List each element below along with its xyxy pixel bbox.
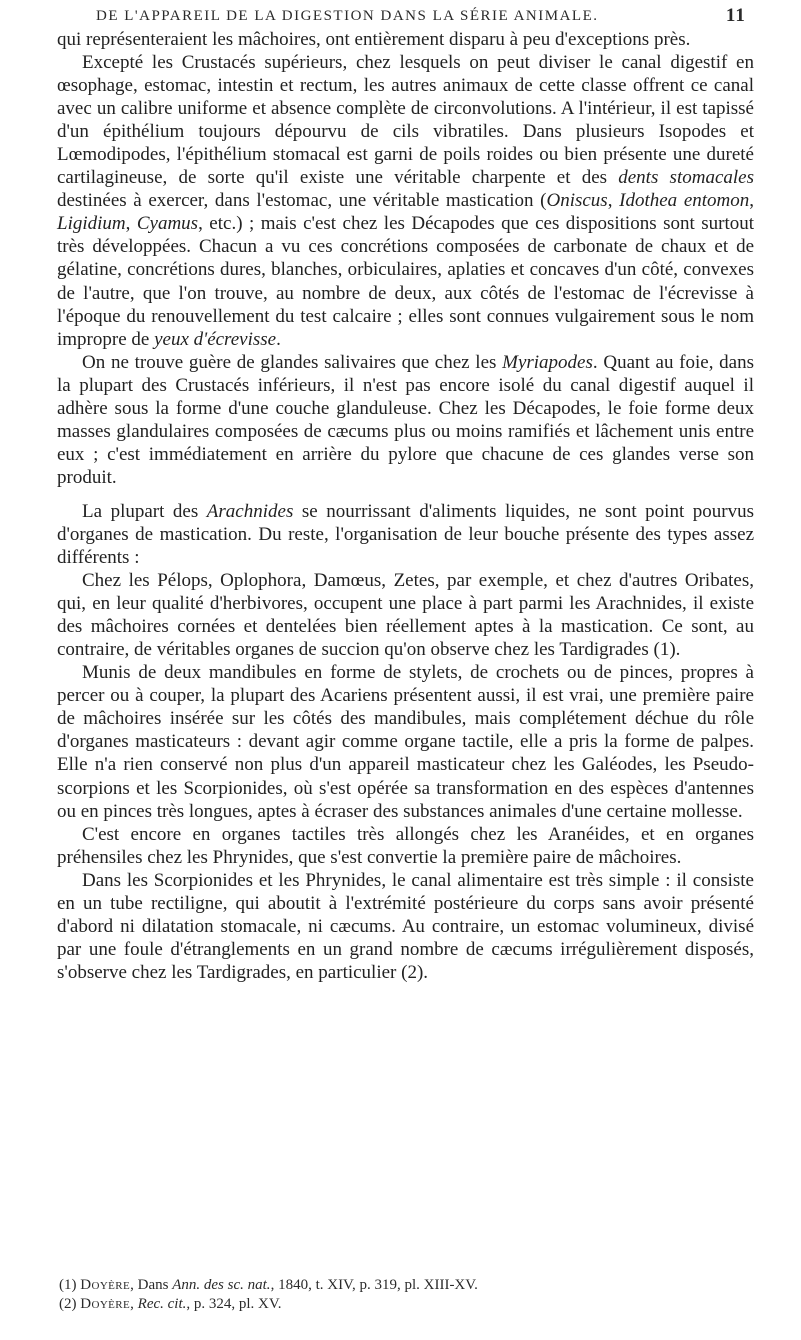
paragraph-arachnids-intro: La plupart des Arachnides se nourrissant d'aliments liquides, ne sont point pourvus d'organes de mastication. Du reste, l'organisation de leur bouche présente des types assez différents : <box>57 500 754 569</box>
paragraph-crustaceans-digestive-canal: Excepté les Crustacés supérieurs, chez lesquels on peut diviser le canal digestif en œsophage, estomac, intestin et rectum, les autres animaux de cette classe offrent ce canal avec un calibre uniforme et absence complète de circonvolutions. A l'intérieur, il est tapissé d'un épithélium toujours dépourvu de cils vibratiles. Dans plusieurs Isopodes et Lœmodipodes, l'épithélium stomacal est garni de poils roides ou bien présente une dureté cartilagineuse, de sorte qu'il existe une véritable charpente et des dents stomacales destinées à exercer, dans l'estomac, une véritable mastication (Oniscus, Idothea entomon, Ligidium, Cyamus, etc.) ; mais c'est chez les Décapodes que ces dispositions sont surtout très développées. Chacun a vu ces concrétions composées de carbonate de chaux et de gélatine, concrétions dures, blanches, orbiculaires, aplaties et concaves d'un côté, convexes de l'autre, que l'on trouve, au nombre de deux, aux côtés de l'estomac de l'écrevisse à l'époque du renouvellement du test calcaire ; elles sont connues vulgairement sous le nom impropre de yeux d'écrevisse. <box>57 52 754 350</box>
paragraph-salivary-glands-liver: On ne trouve guère de glandes salivaires que chez les Myriapodes. Quant au foie, dans la plupart des Crustacés inférieurs, il n'est pas encore isolé du canal digestif auquel il adhère sous la forme d'une couche glanduleuse. Chez les Décapodes, le foie forme deux masses glandulaires composées de cæcums plus ou moins ramifiés et lâchement unis entre eux ; c'est immédiatement en arrière du pylore que chacune de ces glandes verse son produit. <box>57 351 754 488</box>
footnote-1 <box>57 1276 754 1295</box>
paragraph-araneids: C'est encore en organes tactiles très allongés chez les Aranéides, et en organes préhensiles chez les Phrynides, que s'est convertie la première paire de mâchoires. <box>57 823 754 868</box>
paragraph-scorpionids-canal: Dans les Scorpionides et les Phrynides, le canal alimentaire est très simple : il consiste en un tube rectiligne, qui aboutit à l'extrémité postérieure du corps sans avoir présenté d'abord ni dilatation stomacale, ni cæcums. Au contraire, un estomac volumineux, divisé par une foule d'étranglements en un grand nombre de cæcums irrégulièrement disposés, s'observe chez les Tardigrades, en particulier (2). <box>57 869 754 983</box>
paragraph-acarians-mandibles: Munis de deux mandibules en forme de stylets, de crochets ou de pinces, propres à percer ou à couper, la plupart des Acariens présentent aussi, il est vrai, une première paire de mâchoires insérée sur les côtés des mandibules, mais complétement déchue du rôle d'organes masticateurs : devant agir comme organe tactile, elle a pris la forme de palpes. Elle n'a rien conservé non plus d'un appareil masticateur chez les Galéodes, les Pseudo-scorpions et les Scorpionides, où s'est opérée sa transformation en des espèces d'antennes ou en pinces très longues, aptes à écraser des substances animales d'une certaine mollesse. <box>57 662 754 822</box>
body-text <box>57 28 754 984</box>
footnote-author: Doyère <box>80 1277 131 1293</box>
paragraph-continuation: qui représenteraient les mâchoires, ont entièrement disparu à peu d'exceptions près. <box>57 29 691 50</box>
footnote-2 <box>57 1295 754 1314</box>
footnote-marker: (1) <box>59 1277 77 1293</box>
footnotes <box>57 1276 754 1314</box>
page-number: 11 <box>725 5 746 26</box>
running-header <box>88 4 746 30</box>
footnote-reference: , Dans Ann. des sc. nat., 1840, t. XIV, p. 319, pl. XIII-XV. <box>130 1277 478 1293</box>
footnote-author: Doyère <box>80 1296 131 1312</box>
paragraph-oribates: Chez les Pélops, Oplophora, Damœus, Zetes, par exemple, et chez d'autres Oribates, qui, en leur qualité d'herbivores, occupent une place à part parmi les Arachnides, il existe des mâchoires cornées et dentelées bien réellement aptes à la mastication. Ce sont, au contraire, de véritables organes de succion qu'on observe chez les Tardigrades (1). <box>57 570 754 661</box>
running-header-title: DE L'APPAREIL DE LA DIGESTION DANS LA SÉRIE ANIMALE. <box>96 8 599 24</box>
footnote-marker: (2) <box>59 1296 77 1312</box>
footnote-reference: , Rec. cit., p. 324, pl. XV. <box>130 1296 282 1312</box>
